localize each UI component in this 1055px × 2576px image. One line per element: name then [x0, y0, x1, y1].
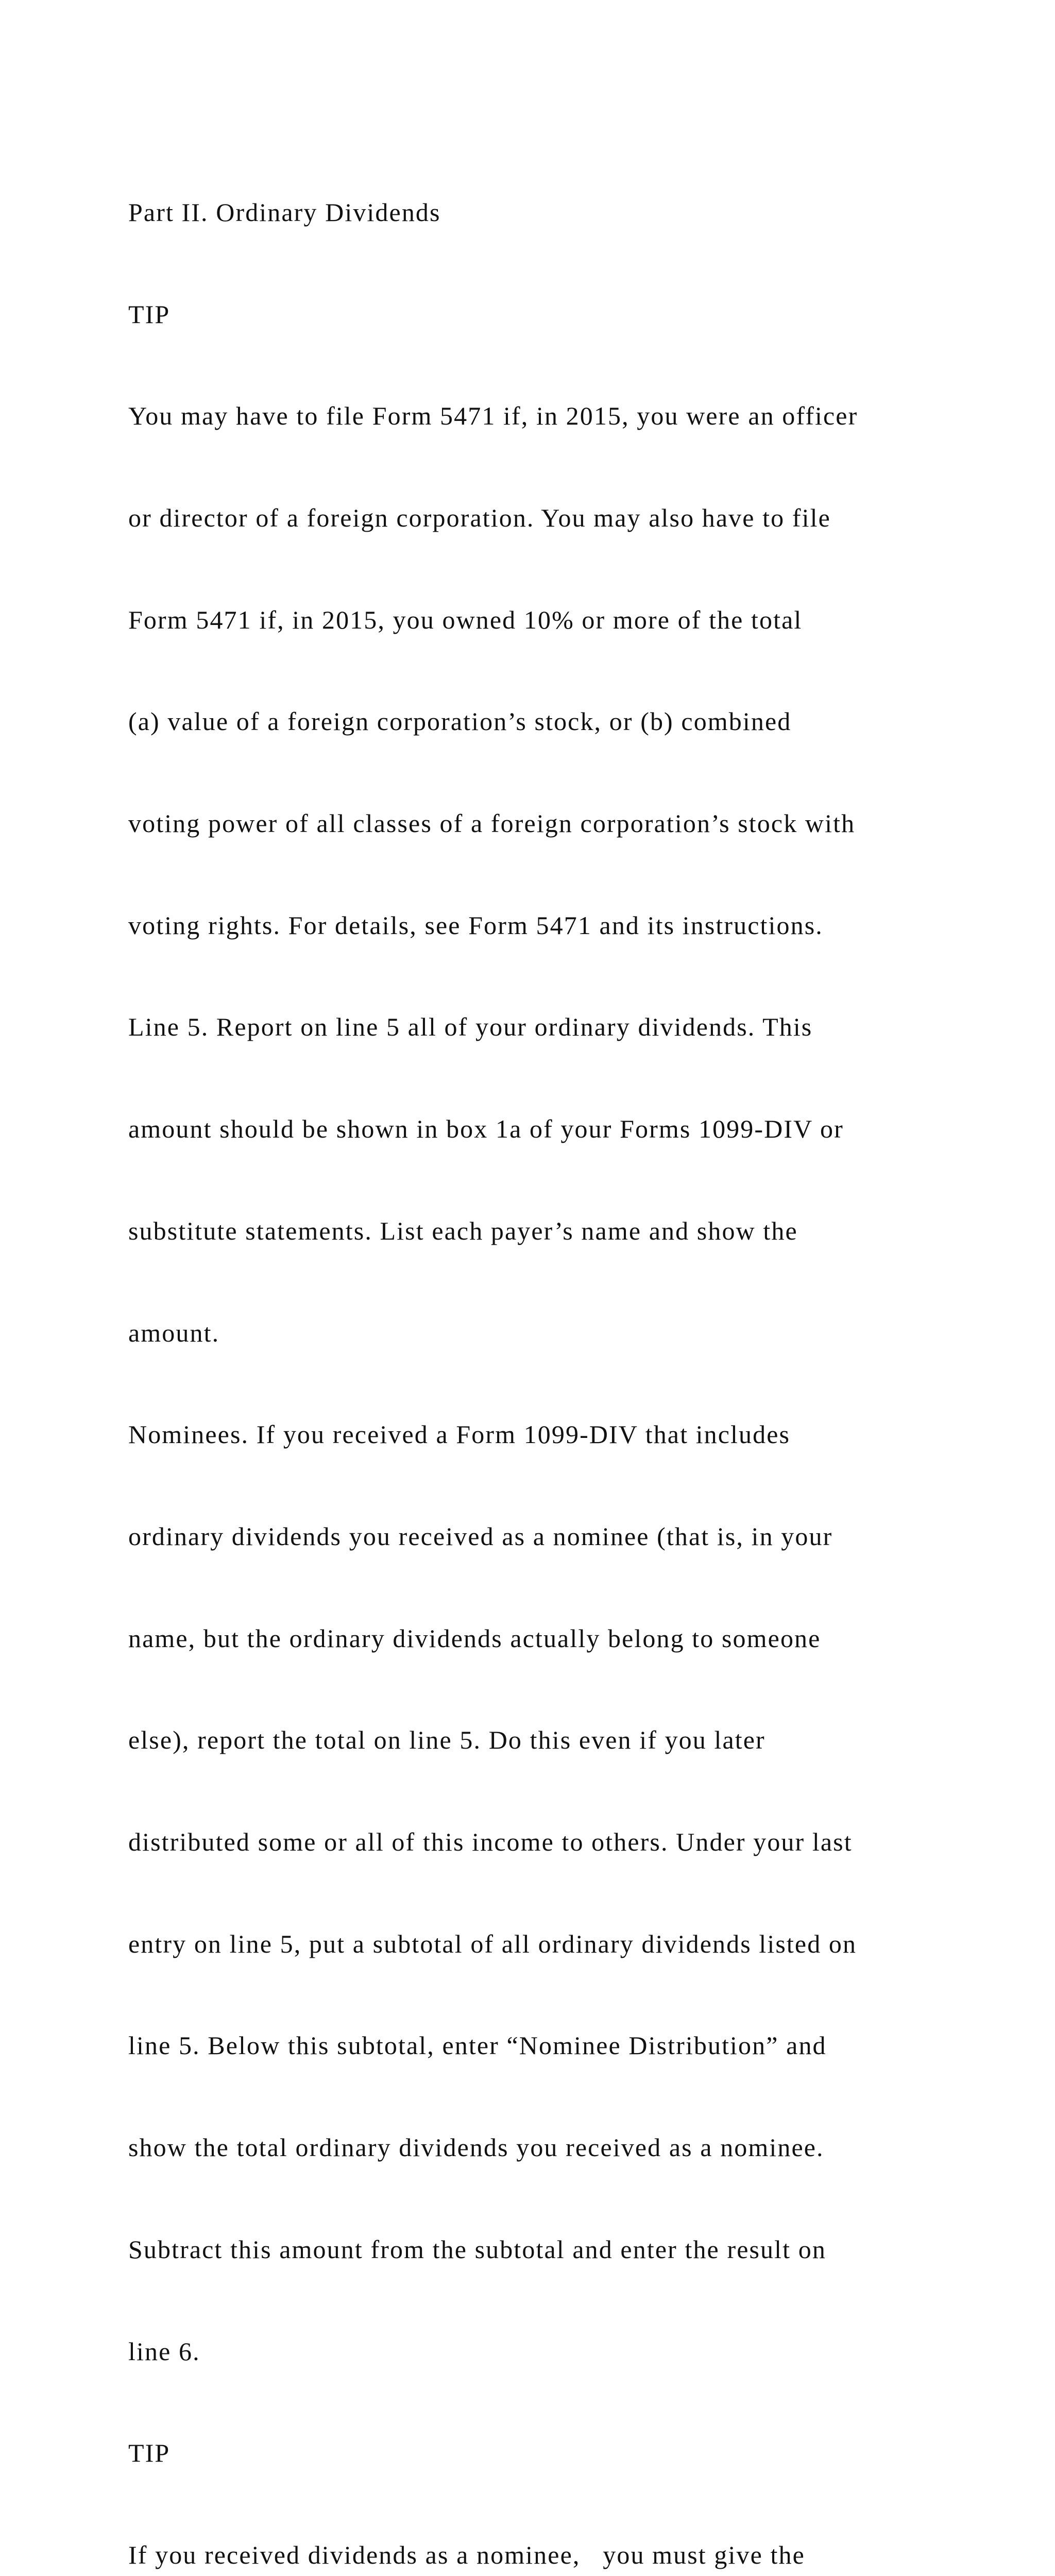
tip-label: TIP: [128, 2438, 171, 2468]
body-line: amount.: [128, 1318, 220, 1347]
body-line: substitute statements. List each payer’s name and show the: [128, 1216, 798, 1245]
tip-label: TIP: [128, 299, 171, 329]
body-line: line 6.: [128, 2336, 200, 2366]
body-line: voting power of all classes of a foreign corporation’s stock with: [128, 809, 856, 838]
body-line: Line 5. Report on line 5 all of your ordinary dividends. This: [128, 1012, 813, 1042]
body-line: or director of a foreign corporation. You may also have to file: [128, 503, 831, 532]
body-line: Form 5471 if, in 2015, you owned 10% or more of the total: [128, 605, 803, 634]
body-line: line 5. Below this subtotal, enter “Nominee Distribution” and: [128, 2031, 827, 2060]
document-body: [128, 128, 1004, 2576]
body-line: distributed some or all of this income to others. Under your last: [128, 1827, 853, 1857]
body-line: Subtract this amount from the subtotal and enter the result on: [128, 2234, 826, 2264]
body-line: amount should be shown in box 1a of your Forms 1099-DIV or: [128, 1114, 844, 1144]
body-line: else), report the total on line 5. Do this even if you later: [128, 1725, 765, 1755]
body-line: show the total ordinary dividends you received as a nominee.: [128, 2133, 824, 2162]
body-line: If you received dividends as a nominee, you must give the: [128, 2540, 805, 2569]
body-line: entry on line 5, put a subtotal of all ordinary dividends listed on: [128, 1929, 857, 1958]
body-line: You may have to file Form 5471 if, in 2015, you were an officer: [128, 401, 858, 431]
body-line: voting rights. For details, see Form 5471 and its instructions.: [128, 910, 823, 940]
section-heading: Part II. Ordinary Dividends: [128, 197, 441, 227]
body-line: ordinary dividends you received as a nominee (that is, in your: [128, 1521, 833, 1551]
body-line: name, but the ordinary dividends actually belong to someone: [128, 1623, 821, 1653]
body-line: (a) value of a foreign corporation’s stock, or (b) combined: [128, 707, 792, 736]
body-line: Nominees. If you received a Form 1099-DIV that includes: [128, 1420, 791, 1449]
